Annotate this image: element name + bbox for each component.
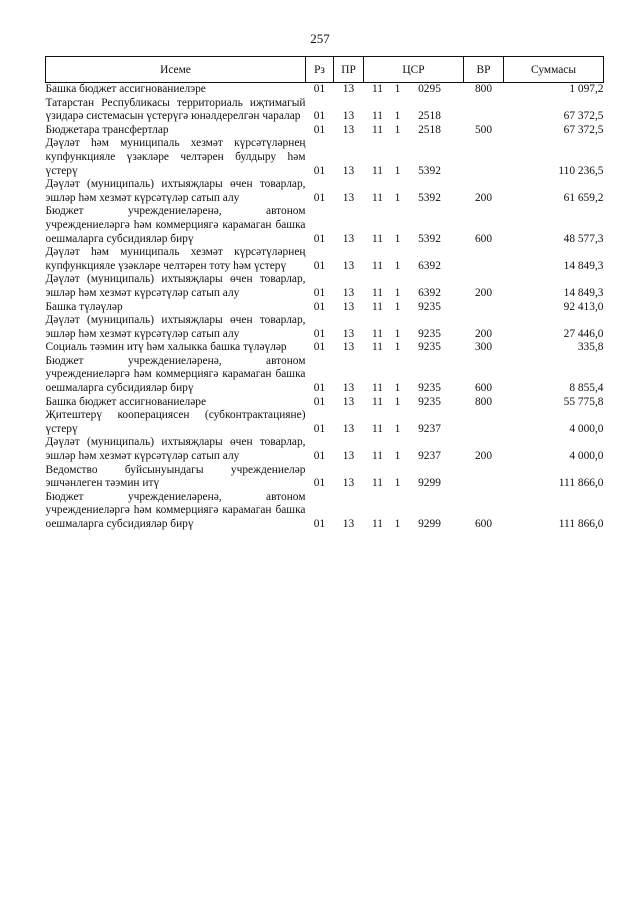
row-name: Бюджет учреждениеләренә, автоном учреждениеләргә һәм коммерциягә карамаган башка оешмаларга субсидияләр бирү <box>45 490 306 530</box>
csr-part-c2: 1 <box>394 110 401 123</box>
csr-part-c1: 11 <box>372 83 383 95</box>
row-csr <box>364 491 464 532</box>
row-name: Дәүләт һәм муниципаль хезмәт күрсәтүләрнең купфункцияле үзәкләре челтәрен тоту һәм үстерү <box>45 246 306 272</box>
row-name: Башка бюджет ассигнованиелэре <box>45 83 206 95</box>
header-csr: ЦСР <box>364 57 464 83</box>
row-vr: 500 <box>474 123 493 136</box>
table-row <box>46 464 604 491</box>
row-csr <box>364 97 464 124</box>
row-csr <box>364 137 464 178</box>
csr-part-c1: 11 <box>372 477 383 490</box>
row-vr <box>464 409 504 436</box>
csr-part-c3: 2518 <box>418 110 441 123</box>
csr-part-c2: 1 <box>394 259 401 272</box>
row-pr: 13 <box>342 300 355 313</box>
csr-part-c3: 9299 <box>418 518 441 530</box>
budget-table <box>45 56 604 532</box>
csr-part-c3: 9299 <box>418 477 441 490</box>
row-name: Бюджетара трансфертлар <box>45 123 169 136</box>
row-name: Дәүләт (муниципаль) ихтыяҗлары өчен товарлар, эшләр һәм хезмәт күрсәтүләр сатып алу <box>45 314 306 340</box>
csr-part-c2: 1 <box>394 232 401 245</box>
row-pr: 13 <box>342 518 355 530</box>
row-csr <box>364 301 464 315</box>
csr-part-c1: 11 <box>372 123 383 136</box>
row-name: Татарстан Республикасы территориаль иҗтимагый үзидарә системасын үстерүгә юнәлдерелгән чаралар <box>45 96 306 123</box>
csr-part-c1: 11 <box>372 110 383 123</box>
row-rz: 01 <box>313 518 326 530</box>
table-row <box>46 355 604 396</box>
row-sum: 67 372,5 <box>563 123 604 136</box>
row-sum: 92 413,0 <box>563 300 604 313</box>
row-vr <box>464 137 504 178</box>
row-csr <box>364 273 464 300</box>
csr-part-c2: 1 <box>394 286 401 299</box>
row-rz: 01 <box>313 341 326 354</box>
header-vr: ВР <box>464 57 504 83</box>
csr-part-c3: 0295 <box>418 83 441 95</box>
row-vr: 200 <box>474 286 493 299</box>
csr-part-c3: 5392 <box>418 232 441 245</box>
csr-part-c2: 1 <box>394 300 401 313</box>
row-name: Ведомство буйсынуындагы учреждениеләр эшчәнлеген тәэмин итү <box>45 463 306 490</box>
csr-part-c1: 11 <box>372 450 383 463</box>
row-pr: 13 <box>342 191 355 204</box>
row-rz: 01 <box>313 395 326 408</box>
row-sum: 67 372,5 <box>563 110 604 123</box>
header-pr: ПР <box>334 57 364 83</box>
table-header-row <box>46 57 604 83</box>
table-row <box>46 246 604 273</box>
row-vr: 800 <box>474 83 493 95</box>
row-sum: 4 000,0 <box>569 450 604 463</box>
row-sum: 14 849,3 <box>563 286 604 299</box>
header-rz: Рз <box>306 57 334 83</box>
row-csr <box>364 246 464 273</box>
csr-part-c2: 1 <box>394 123 401 136</box>
row-pr: 13 <box>342 341 355 354</box>
table-row <box>46 341 604 355</box>
row-vr <box>464 301 504 315</box>
row-pr: 13 <box>342 395 355 408</box>
row-pr: 13 <box>342 259 355 272</box>
row-pr: 13 <box>342 164 355 177</box>
row-name: Башка түләүләр <box>45 300 123 313</box>
row-sum: 4 000,0 <box>569 422 604 435</box>
row-sum: 111 866,0 <box>558 477 604 490</box>
csr-part-c3: 6392 <box>418 286 441 299</box>
csr-part-c2: 1 <box>394 341 401 354</box>
row-sum: 335,8 <box>577 341 604 354</box>
row-rz: 01 <box>313 110 326 123</box>
table-row <box>46 409 604 436</box>
csr-part-c3: 9235 <box>418 382 441 395</box>
table-row <box>46 178 604 205</box>
csr-part-c2: 1 <box>394 477 401 490</box>
row-sum: 55 775,8 <box>563 395 604 408</box>
row-sum: 111 866,0 <box>558 518 604 530</box>
row-sum: 1 097,2 <box>569 83 604 95</box>
csr-part-c3: 9235 <box>418 327 441 340</box>
csr-part-c3: 2518 <box>418 123 441 136</box>
row-pr: 13 <box>342 422 355 435</box>
row-rz: 01 <box>313 422 326 435</box>
csr-part-c1: 11 <box>372 259 383 272</box>
csr-part-c3: 6392 <box>418 259 441 272</box>
csr-part-c2: 1 <box>394 450 401 463</box>
row-vr <box>464 246 504 273</box>
table-row <box>46 491 604 532</box>
table-row <box>46 314 604 341</box>
header-name: Исеме <box>46 57 306 83</box>
row-pr: 13 <box>342 232 355 245</box>
row-sum: 27 446,0 <box>563 327 604 340</box>
table-body <box>46 83 604 532</box>
row-pr: 13 <box>342 382 355 395</box>
csr-part-c1: 11 <box>372 341 383 354</box>
row-rz: 01 <box>313 450 326 463</box>
csr-part-c2: 1 <box>394 395 401 408</box>
row-csr <box>364 205 464 246</box>
csr-part-c2: 1 <box>394 382 401 395</box>
csr-part-c2: 1 <box>394 191 401 204</box>
table-row <box>46 137 604 178</box>
table-row <box>46 301 604 315</box>
csr-part-c3: 9235 <box>418 300 441 313</box>
row-pr: 13 <box>342 123 355 136</box>
csr-part-c1: 11 <box>372 327 383 340</box>
header-sum: Суммасы <box>504 57 604 83</box>
csr-part-c1: 11 <box>372 395 383 408</box>
row-csr <box>364 341 464 355</box>
row-csr <box>364 314 464 341</box>
csr-part-c1: 11 <box>372 286 383 299</box>
row-pr: 13 <box>342 477 355 490</box>
row-rz: 01 <box>313 164 326 177</box>
row-sum: 61 659,2 <box>563 191 604 204</box>
row-csr <box>364 436 464 463</box>
row-name: Дәүләт (муниципаль) ихтыяҗлары өчен товарлар, эшләр һәм хезмәт күрсәтүләр сатып алу <box>45 178 306 204</box>
row-pr: 13 <box>342 286 355 299</box>
row-sum: 110 236,5 <box>558 164 604 177</box>
row-name: Башка бюджет ассигнованиеләре <box>45 395 207 408</box>
csr-part-c2: 1 <box>394 518 401 530</box>
row-vr <box>464 97 504 124</box>
row-csr <box>364 409 464 436</box>
row-pr: 13 <box>342 327 355 340</box>
csr-part-c1: 11 <box>372 300 383 313</box>
row-pr: 13 <box>342 83 355 95</box>
row-csr <box>364 124 464 138</box>
page-number: 257 <box>310 31 330 46</box>
table-row <box>46 83 604 97</box>
csr-part-c1: 11 <box>372 518 383 530</box>
csr-part-c1: 11 <box>372 382 383 395</box>
csr-part-c2: 1 <box>394 327 401 340</box>
csr-part-c3: 9235 <box>418 395 441 408</box>
row-vr: 200 <box>474 191 493 204</box>
csr-part-c1: 11 <box>372 164 383 177</box>
row-name: Дәүләт (муниципаль) ихтыяҗлары өчен товарлар, эшләр һәм хезмәт күрсәтүләр сатып алу <box>45 273 306 299</box>
row-rz: 01 <box>313 382 326 395</box>
row-rz: 01 <box>313 300 326 313</box>
row-rz: 01 <box>313 232 326 245</box>
row-rz: 01 <box>313 83 326 95</box>
row-vr: 300 <box>474 341 493 354</box>
row-sum: 48 577,3 <box>563 232 604 245</box>
csr-part-c3: 5392 <box>418 191 441 204</box>
row-rz: 01 <box>313 477 326 490</box>
row-rz: 01 <box>313 259 326 272</box>
row-vr: 200 <box>474 327 493 340</box>
csr-part-c1: 11 <box>372 191 383 204</box>
csr-part-c2: 1 <box>394 83 401 95</box>
table-row <box>46 205 604 246</box>
csr-part-c2: 1 <box>394 164 401 177</box>
table-row <box>46 396 604 410</box>
csr-part-c3: 5392 <box>418 164 441 177</box>
csr-part-c3: 9237 <box>418 422 441 435</box>
row-vr: 600 <box>474 232 493 245</box>
row-vr: 600 <box>474 518 493 530</box>
row-vr <box>464 464 504 491</box>
row-name: Социаль тәэмин итү һәм халыкка башка түләүләр <box>45 341 287 354</box>
table-row <box>46 124 604 138</box>
row-vr: 200 <box>474 450 493 463</box>
row-pr: 13 <box>342 450 355 463</box>
row-name: Бюджет учреждениеләренә, автоном учреждениеләргә һәм коммерциягә карамаган башка оешмаларга субсидияләр бирү <box>45 205 306 245</box>
row-pr: 13 <box>342 110 355 123</box>
table-row <box>46 97 604 124</box>
row-rz: 01 <box>313 286 326 299</box>
row-name: Бюджет учреждениеләренә, автоном учреждениеләргә һәм коммерциягә карамаган башка оешмаларга субсидияләр бирү <box>45 354 306 395</box>
csr-part-c3: 9235 <box>418 341 441 354</box>
row-sum: 8 855,4 <box>569 382 604 395</box>
row-vr: 600 <box>474 382 493 395</box>
row-vr: 800 <box>474 395 493 408</box>
row-csr <box>364 83 464 97</box>
row-csr <box>364 396 464 410</box>
table-row <box>46 273 604 300</box>
row-rz: 01 <box>313 123 326 136</box>
row-csr <box>364 464 464 491</box>
csr-part-c1: 11 <box>372 422 383 435</box>
csr-part-c2: 1 <box>394 422 401 435</box>
row-csr <box>364 178 464 205</box>
row-name: Дәүләт һәм муниципаль хезмәт күрсәтүләрнең купфункцияле үзәкләре челтәрен булдыру һәм үстерү <box>45 137 306 177</box>
row-name: Җитештерү кооперациясен (субконтрактацияне) үстерү <box>45 409 306 435</box>
row-rz: 01 <box>313 191 326 204</box>
row-sum: 14 849,3 <box>563 259 604 272</box>
row-csr <box>364 355 464 396</box>
row-name: Дәүләт (муниципаль) ихтыяҗлары өчен товарлар, эшләр һәм хезмәт күрсәтүләр сатып алу <box>45 436 306 463</box>
table-row <box>46 436 604 463</box>
csr-part-c3: 9237 <box>418 450 441 463</box>
row-rz: 01 <box>313 327 326 340</box>
csr-part-c1: 11 <box>372 232 383 245</box>
